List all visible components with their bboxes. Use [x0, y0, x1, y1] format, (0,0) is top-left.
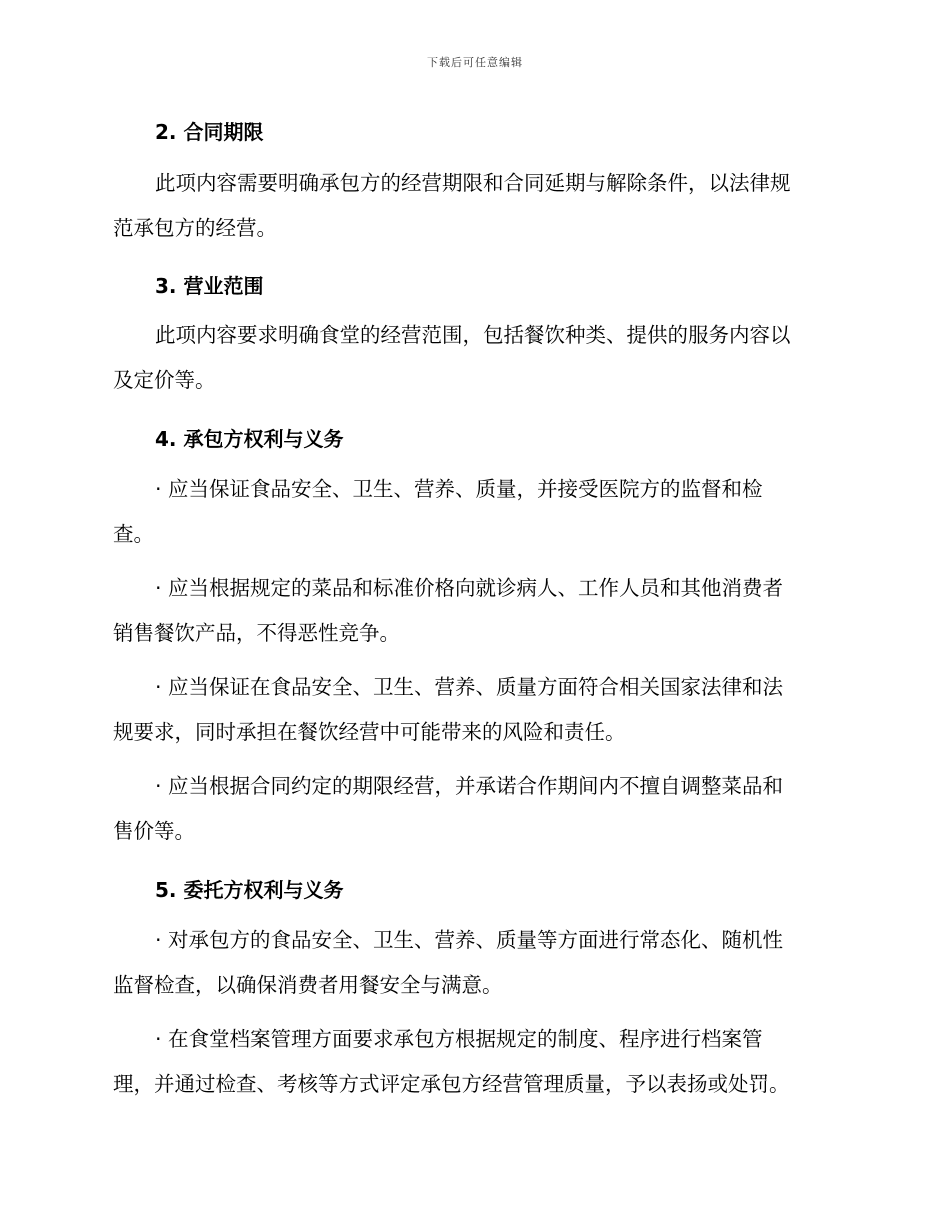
paragraph-line: 及定价等。	[113, 368, 216, 392]
section-heading: 4. 承包方权利与义务	[155, 427, 344, 451]
paragraph-line: 查。	[113, 522, 154, 546]
section-heading: 3. 营业范围	[155, 274, 264, 298]
paragraph-line: · 应当保证在食品安全、卫生、营养、质量方面符合相关国家法律和法	[155, 675, 784, 699]
paragraph-line: · 应当保证食品安全、卫生、营养、质量，并接受医院方的监督和检	[155, 477, 763, 501]
bullet-paragraph	[113, 764, 833, 854]
bullet-paragraph	[113, 665, 833, 755]
paragraph-line: 售价等。	[113, 819, 195, 843]
paragraph-line: · 应当根据规定的菜品和标准价格向就诊病人、工作人员和其他消费者	[155, 576, 784, 600]
paragraph-line: · 对承包方的食品安全、卫生、营养、质量等方面进行常态化、随机性	[155, 928, 784, 952]
paragraph-line: · 应当根据合同约定的期限经营，并承诺合作期间内不擅自调整菜品和	[155, 774, 784, 798]
section-heading: 5. 委托方权利与义务	[155, 878, 344, 902]
paragraph-line: 规要求，同时承担在餐饮经营中可能带来的风险和责任。	[113, 720, 626, 744]
paragraph-line: 理，并通过检查、考核等方式评定承包方经营管理质量，予以表扬或处罚。	[113, 1072, 790, 1096]
bullet-paragraph	[113, 566, 833, 656]
paragraph	[113, 313, 833, 403]
paragraph	[113, 161, 833, 251]
bullet-paragraph	[113, 918, 833, 1008]
paragraph-line: 此项内容需要明确承包方的经营期限和合同延期与解除条件，以法律规	[155, 171, 791, 195]
paragraph-line: · 在食堂档案管理方面要求承包方根据规定的制度、程序进行档案管	[155, 1027, 763, 1051]
section-heading: 2. 合同期限	[155, 120, 264, 144]
paragraph-line: 监督检查，以确保消费者用餐安全与满意。	[113, 973, 503, 997]
paragraph-line: 此项内容要求明确食堂的经营范围，包括餐饮种类、提供的服务内容以	[155, 323, 791, 347]
paragraph-line: 范承包方的经营。	[113, 216, 277, 240]
paragraph-line: 销售餐饮产品，不得恶性竞争。	[113, 621, 400, 645]
bullet-paragraph	[113, 1017, 833, 1107]
page-header: 下载后可任意编辑	[427, 56, 523, 69]
bullet-paragraph	[113, 467, 833, 557]
